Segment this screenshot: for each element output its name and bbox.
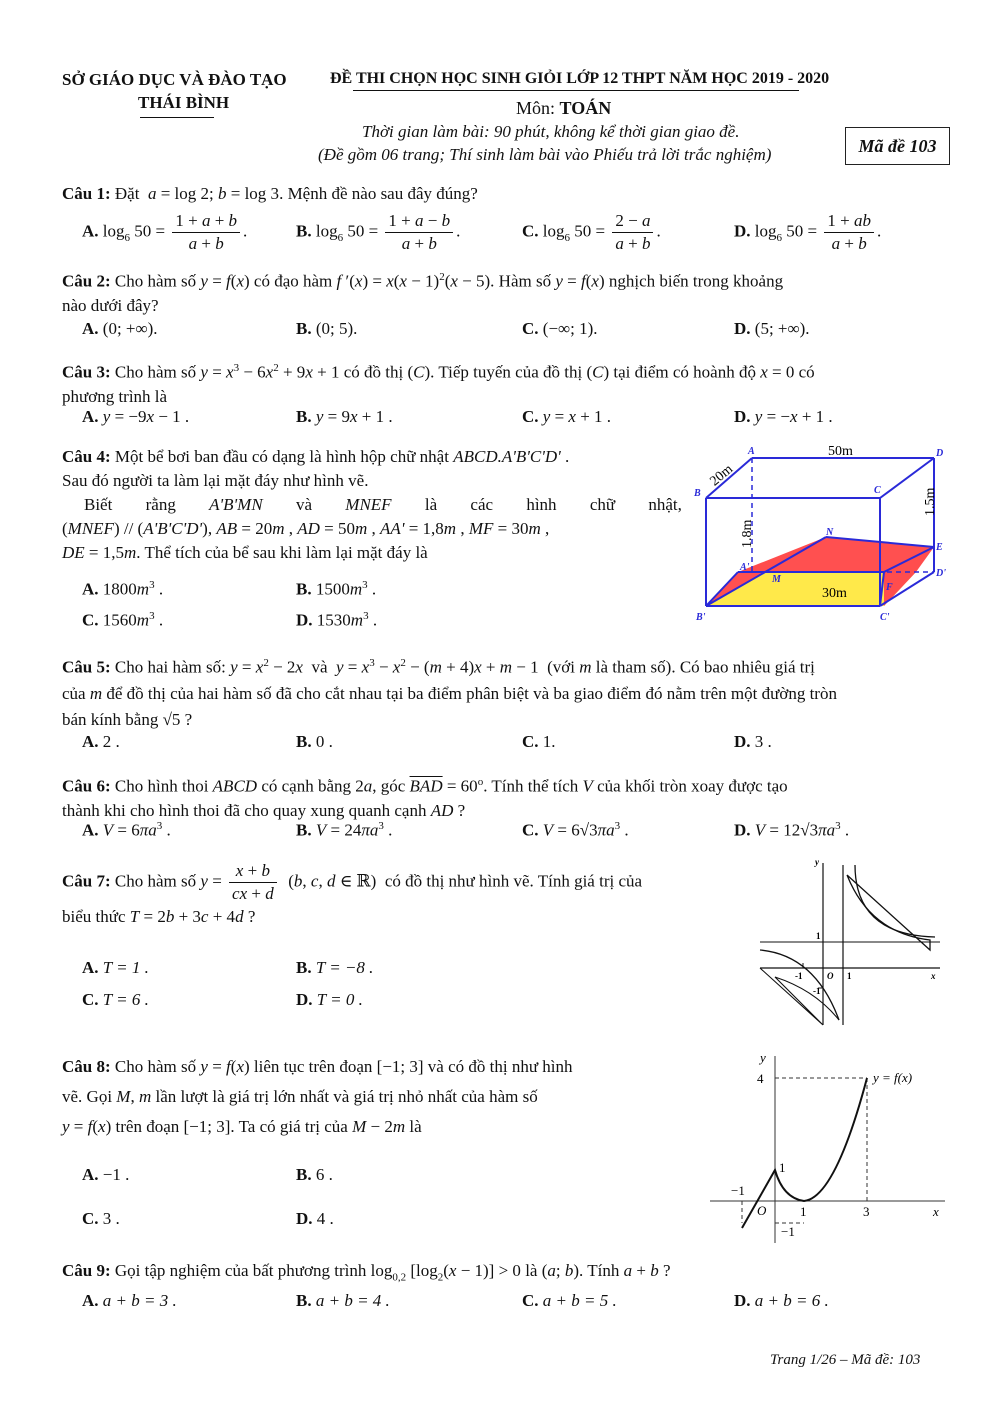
q3-option-c[interactable]: C. y = x + 1 . [522, 407, 612, 426]
q7-option-d[interactable]: D. T = 0 . [296, 990, 363, 1009]
vertex-C: C [874, 485, 881, 496]
pool-figure [690, 440, 952, 625]
vertex-D1: D' [936, 568, 946, 579]
q3-option-d[interactable]: D. y = −x + 1 . [734, 407, 833, 426]
axis-x-label: x [931, 971, 936, 981]
subject-line [516, 98, 611, 119]
y-tick-1: 1 [816, 931, 821, 941]
subject: TOÁN [559, 98, 612, 118]
question-7: Câu 7: Cho hàm số y = $\frac{x + b}{cx + d}$ (b, c, d ∈ ℝ) có đồ thị như hình vẽ. Tính giá trị của biểu thức T = 2b + 3c + 4d ? [62, 861, 643, 926]
q2-option-a[interactable]: A. (0; +∞). [82, 319, 158, 338]
fig-label-30m: 30m [822, 586, 847, 601]
question-4: Câu 4: Một bể bơi ban đầu có dạng là hình hộp chữ nhật ABCD.A'B'C'D' . Sau đó người ta làm lại mặt đáy như hình vẽ. Biết rằng A'B'MN và MNEF là các hình chữ nhật, (MNEF) // (A'B'C'D'), AB = 20m , AD = 50m , AA' = 1,8m , MF = 30m , DE = 1,5m. Thể tích của bể sau khi làm lại mặt đáy là [62, 447, 682, 562]
question-9: Câu 9: Gọi tập nghiệm của bất phương trình $\log_{0,2} [\log_2(x - 1)] > 0$ là (a; b). Tính a + b ? [62, 1261, 671, 1284]
q8-option-a[interactable]: A. −1 . [82, 1165, 130, 1184]
axis-y-label: y [760, 1050, 766, 1065]
hyperbola-graph [755, 855, 945, 1030]
q5-option-d[interactable]: D. 3 . [734, 732, 772, 751]
q5-option-a[interactable]: A. 2 . [82, 732, 120, 751]
x-tick-neg1: -1 [795, 971, 803, 981]
x-tick-1: 1 [847, 971, 852, 981]
q9-option-c[interactable]: C. a + b = 5 . [522, 1291, 617, 1310]
dept-name: SỞ GIÁO DỤC VÀ ĐÀO TẠO [62, 70, 287, 89]
axis-x-label: x [933, 1204, 939, 1219]
q7-option-b[interactable]: B. T = −8 . [296, 958, 374, 977]
exam-code-box: Mã đề 103 [845, 127, 950, 165]
q1-text: Đặt [114, 184, 140, 203]
y-tick-neg1: −1 [781, 1224, 795, 1239]
q2-option-c[interactable]: C. (−∞; 1). [522, 319, 598, 338]
vertex-B: B [694, 488, 701, 499]
function-label: y = f(x) [873, 1070, 913, 1085]
q6-option-c[interactable]: C. $V = 6√3\pi a^3$ . [522, 820, 629, 840]
q1-option-c[interactable]: C. $\log_6 50$ = $\frac{2 - a}{a + b}$ . [522, 211, 661, 253]
x-tick-neg1: −1 [731, 1183, 745, 1198]
vertex-A1: A' [740, 562, 750, 573]
fig-label-1-5m: 1.5m [923, 487, 938, 516]
exam-pages: (Đề gồm 06 trang; Thí sinh làm bài vào Phiếu trả lời trắc nghiệm) [318, 145, 772, 164]
vertex-D: D [936, 448, 944, 459]
q7-option-a[interactable]: A. T = 1 . [82, 958, 149, 977]
q8-option-c[interactable]: C. 3 . [82, 1209, 120, 1228]
question-5: Câu 5: Cho hai hàm số: $y = x^2 - 2x$ và $y = x^3 - x^2 - (m + 4)x + m - 1$ (với m là tham số). Có bao nhiêu giá trị của m để đồ thị của hai hàm số đã cho cắt nhau tại ba điểm phân biệt và ba giao điểm đó nằm trên một đường tròn bán kính bằng √5 ? [62, 657, 837, 729]
exam-time: Thời gian làm bài: 90 phút, không kể thời gian giao đề. [362, 122, 740, 141]
q9-option-a[interactable]: A. a + b = 3 . [82, 1291, 177, 1310]
q4-option-d[interactable]: D. $1530m^3$ . [296, 610, 378, 630]
title-underline [353, 90, 799, 91]
axis-y-label: y [815, 857, 819, 867]
q4-option-a[interactable]: A. $1800m^3$ . [82, 579, 164, 599]
x-tick-3: 3 [863, 1204, 870, 1219]
page-footer: Trang 1/26 – Mã đề: 103 [770, 1352, 921, 1368]
q6-option-d[interactable]: D. $V = 12√3\pi a^3$ . [734, 820, 850, 840]
x-tick-1: 1 [800, 1204, 807, 1219]
vertex-C1: C' [880, 612, 890, 623]
vertex-F: F [886, 582, 893, 593]
q9-option-b[interactable]: B. a + b = 4 . [296, 1291, 390, 1310]
subject-label: Môn: [516, 98, 556, 118]
question-8: Câu 8: Cho hàm số y = f(x) liên tục trên đoạn [−1; 3] và có đồ thị như hình vẽ. Gọi M, m lần lượt là giá trị lớn nhất và giá trị nhỏ nhất của hàm số y = f(x) trên đoạn [−1; 3]. Ta có giá trị của M − 2m là [62, 1057, 573, 1136]
exam-title: ĐỀ THI CHỌN HỌC SINH GIỎI LỚP 12 THPT NĂM HỌC 2019 - 2020 [330, 70, 830, 87]
vertex-M: M [772, 574, 781, 585]
q3-option-b[interactable]: B. y = 9x + 1 . [296, 407, 393, 426]
q4-option-c[interactable]: C. $1560m^3$ . [82, 610, 164, 630]
y-tick-1: 1 [779, 1160, 786, 1175]
q7-option-c[interactable]: C. T = 6 . [82, 990, 149, 1009]
q1-text-end: . Mệnh đề nào sau đây đúng? [279, 184, 478, 203]
y-tick-4: 4 [757, 1071, 764, 1086]
vertex-E: E [936, 542, 943, 553]
origin-label: O [757, 1203, 767, 1218]
q2-option-d[interactable]: D. (5; +∞). [734, 319, 810, 338]
vertex-A: A [748, 446, 755, 457]
q6-option-b[interactable]: B. $V = 24\pi a^3$ . [296, 820, 393, 840]
question-6: Câu 6: Cho hình thoi ABCD có cạnh bằng 2a, góc $\overline{BAD} = 60^o$. Tính thể tích V của khối tròn xoay được tạo thành khi cho hình thoi đã cho quay xung quanh cạnh AD ? [62, 776, 788, 820]
q9-option-d[interactable]: D. a + b = 6 . [734, 1291, 829, 1310]
question-1: Câu 1: Đặt a = log 2; b = log 3. Mệnh đề nào sau đây đúng? [62, 184, 478, 203]
vertex-B1: B' [696, 612, 706, 623]
q1-option-d[interactable]: D. $\log_6 50$ = $\frac{1 + ab}{a + b}$ . [734, 211, 882, 253]
q1-option-b[interactable]: B. $\log_6 50$ = $\frac{1 + a - b}{a + b}$ . [296, 211, 461, 253]
q4-option-b[interactable]: B. $1500m^3$ . [296, 579, 377, 599]
dept-province: THÁI BÌNH [138, 93, 230, 112]
y-tick-neg1: -1 [813, 986, 821, 996]
q1-option-a[interactable]: A. $\log_6 50$ = $\frac{1 + a + b}{a + b}$ . [82, 211, 248, 253]
q8-option-b[interactable]: B. 6 . [296, 1165, 333, 1184]
question-2: Câu 2: Cho hàm số y = f(x) có đạo hàm f $'(x) = x(x - 1)^2(x - 5)$. Hàm số y = f(x) nghịch biến trong khoảng nào dưới đây? [62, 271, 784, 315]
q1-label: Câu 1: [62, 184, 111, 203]
q6-option-a[interactable]: A. $V = 6\pi a^3$ . [82, 820, 171, 840]
q3-option-a[interactable]: A. y = −9x − 1 . [82, 407, 190, 426]
header-underline [140, 117, 214, 118]
q5-option-b[interactable]: B. 0 . [296, 732, 333, 751]
function-graph [705, 1048, 950, 1248]
fig-label-1-8m: 1.8m [740, 519, 755, 548]
vertex-N: N [826, 527, 834, 538]
q8-option-d[interactable]: D. 4 . [296, 1209, 334, 1228]
fig-label-50m: 50m [828, 444, 853, 459]
question-3: Câu 3: Cho hàm số $y = x^3 - 6x^2 + 9x + 1$ có đồ thị (C). Tiếp tuyến của đồ thị (C) tại điểm có hoành độ x = 0 có phương trình là [62, 362, 815, 406]
q2-option-b[interactable]: B. (0; 5). [296, 319, 358, 338]
fig-label-20m: 20m [707, 461, 737, 490]
q5-option-c[interactable]: C. 1. [522, 732, 556, 751]
origin-label: O [827, 971, 834, 981]
